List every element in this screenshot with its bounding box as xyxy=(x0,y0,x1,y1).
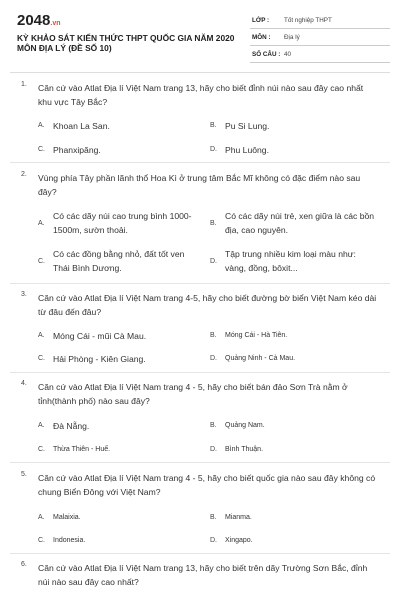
question-divider xyxy=(10,372,390,373)
question-divider xyxy=(10,283,390,284)
meta-row-count: SỐ CÂU : 40 xyxy=(250,46,390,63)
question-text: Căn cứ vào Atlat Địa lí Việt Nam trang 13, hãy cho biết đỉnh núi nào sau đây cao nhất khu vực Tây Bắc? xyxy=(38,83,364,107)
exam-title: KỲ KHẢO SÁT KIẾN THỨC THPT QUỐC GIA NĂM 2020 MÔN ĐỊA LÝ (ĐỀ SỐ 10) xyxy=(17,33,235,53)
question-divider xyxy=(10,553,390,554)
exam-meta xyxy=(250,12,390,63)
question-text: Căn cứ vào Atlat Địa lí Việt Nam trang 13, hãy cho biết trên dãy Trường Sơn Bắc, đỉnh núi nào sau đây cao nhất? xyxy=(38,563,368,587)
question-divider xyxy=(10,162,390,163)
site-logo[interactable]: 2048.vn xyxy=(17,12,61,29)
header-divider xyxy=(10,72,390,73)
question-text: Vùng phía Tây phần lãnh thổ Hoa Kì ở trung tâm Bắc Mĩ không có đặc điểm nào sau đây? xyxy=(38,173,361,197)
meta-row-class: LỚP : Tốt nghiệp THPT xyxy=(250,12,390,29)
question-text: Căn cứ vào Atlat Địa lí Việt Nam trang 4-5, hãy cho biết đường bờ biển Việt Nam kéo dài từ đâu đến đâu? xyxy=(38,293,377,317)
meta-row-subject: MÔN : Địa lý xyxy=(250,29,390,46)
exam-header xyxy=(0,0,400,70)
question-divider xyxy=(10,462,390,463)
question-text: Căn cứ vào Atlat Địa lí Việt Nam trang 4 - 5, hãy cho biết quốc gia nào sau đây không có chung Biển Đông với Việt Nam? xyxy=(38,473,376,497)
question-text: Căn cứ vào Atlat Địa lí Việt Nam trang 4 - 5, hãy cho biết bán đảo Sơn Trà nằm ở tỉnh(thành phố) nào sau đây? xyxy=(38,382,348,406)
